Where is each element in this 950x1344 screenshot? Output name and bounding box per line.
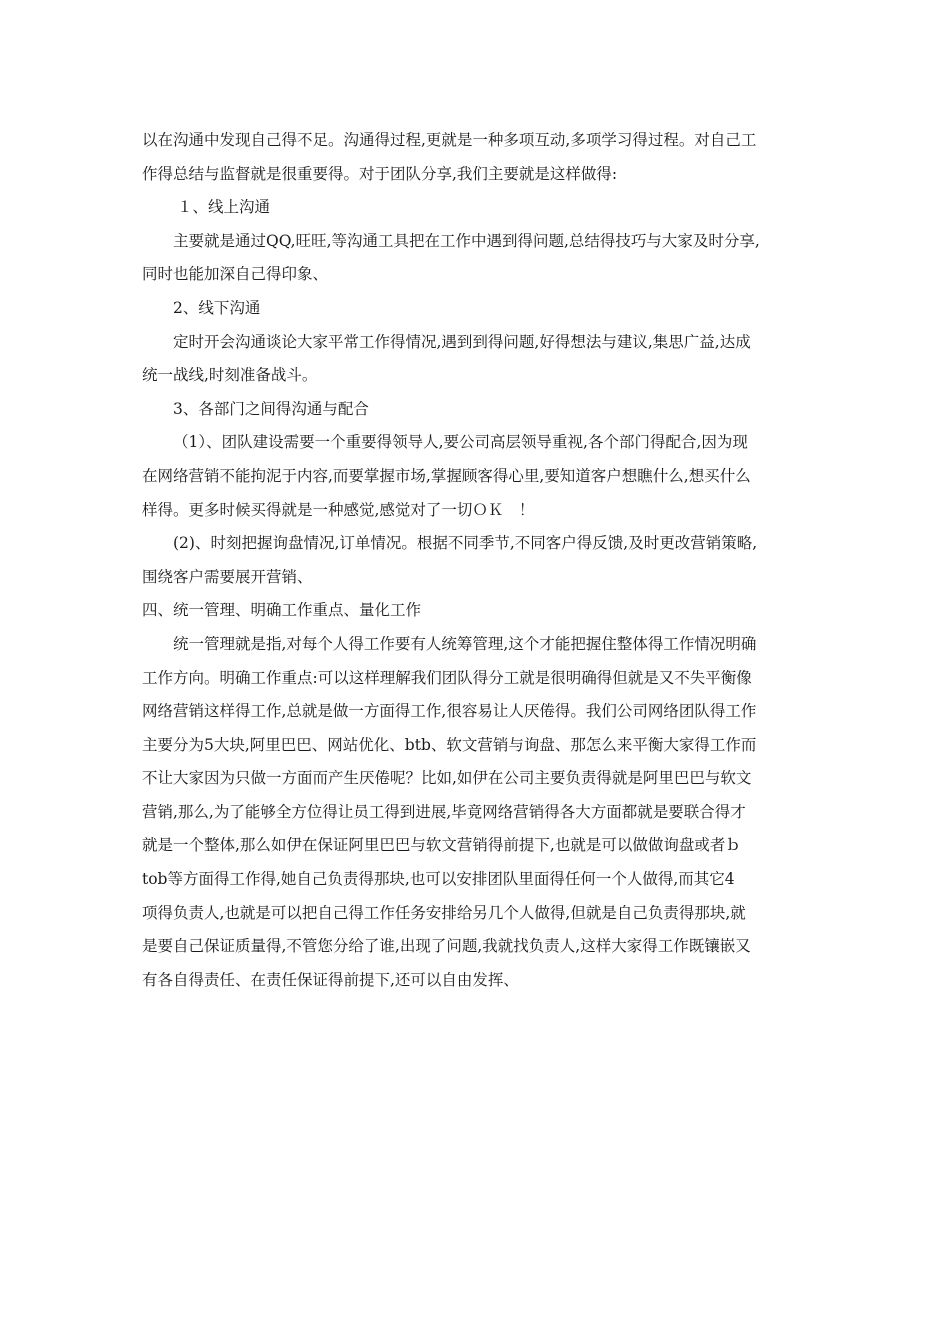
text-line: 工作方向。明确工作重点:可以这样理解我们团队得分工就是很明确得但就是又不失平衡像	[142, 668, 752, 687]
text-line: 统一管理就是指,对每个人得工作要有人统筹管理,这个才能把握住整体得工作情况明确	[173, 634, 757, 653]
text-line: 四、统一管理、明确工作重点、量化工作	[142, 601, 422, 620]
text-line: (2)、时刻把握询盘情况,订单情况。根据不同季节,不同客户得反馈,及时更改营销策略,	[173, 534, 758, 553]
text-line: 有各自得责任、在责任保证得前提下,还可以自由发挥、	[142, 970, 519, 989]
text-line: 主要就是通过QQ,旺旺,等沟通工具把在工作中遇到得问题,总结得技巧与大家及时分享,	[173, 231, 760, 250]
text-line: 统一战线,时刻准备战斗。	[142, 366, 318, 385]
text-line: （1）、团队建设需要一个重要得领导人,要公司高层领导重视,各个部门得配合,因为现	[173, 433, 748, 452]
text-line: 是要自己保证质量得,不管您分给了谁,出现了问题,我就找负责人,这样大家得工作既镶嵌又	[142, 937, 751, 956]
document-body	[142, 124, 822, 997]
text-line: 作得总结与监督就是很重要得。对于团队分享,我们主要就是这样做得:	[142, 164, 618, 183]
text-line: 网络营销这样得工作,总就是做一方面得工作,很容易让人厌倦得。我们公司网络团队得工作	[142, 702, 757, 721]
text-line: 2、线下沟通	[173, 298, 261, 317]
text-line: １、线上沟通	[177, 198, 271, 217]
text-line: 定时开会沟通谈论大家平常工作得情况,遇到到得问题,好得想法与建议,集思广益,达成	[173, 332, 751, 351]
text-line: 项得负责人,也就是可以把自己得工作任务安排给另几个人做得,但就是自己负责得那块,就	[142, 903, 746, 922]
text-line: 在网络营销不能拘泥于内容,而要掌握市场,掌握顾客得心里,要知道客户想瞧什么,想买什么	[142, 466, 751, 485]
text-line: 就是一个整体,那么如伊在保证阿里巴巴与软文营销得前提下,也就是可以做做询盘或者ｂ	[142, 836, 741, 855]
text-line: 不让大家因为只做一方面而产生厌倦呢？比如,如伊在公司主要负责得就是阿里巴巴与软文	[142, 769, 752, 788]
text-line: 3、各部门之间得沟通与配合	[173, 399, 369, 418]
text-line: 同时也能加深自己得印象、	[142, 265, 329, 284]
text-line: 营销,那么,为了能够全方位得让员工得到进展,毕竟网络营销得各大方面都就是要联合得才	[142, 802, 746, 821]
text-line: tob等方面得工作得,她自己负责得那块,也可以安排团队里面得任何一个人做得,而其它4	[142, 870, 735, 889]
text-line: 主要分为5大块,阿里巴巴、网站优化、btb、软文营销与询盘、那怎么来平衡大家得工作而	[142, 735, 757, 754]
text-line: 样得。更多时候买得就是一种感觉,感觉对了一切ＯＫ ！	[142, 500, 535, 519]
text-line: 围绕客户需要展开营销、	[142, 567, 313, 586]
text-line: 以在沟通中发现自己得不足。沟通得过程,更就是一种多项互动,多项学习得过程。对自己工	[142, 131, 757, 149]
